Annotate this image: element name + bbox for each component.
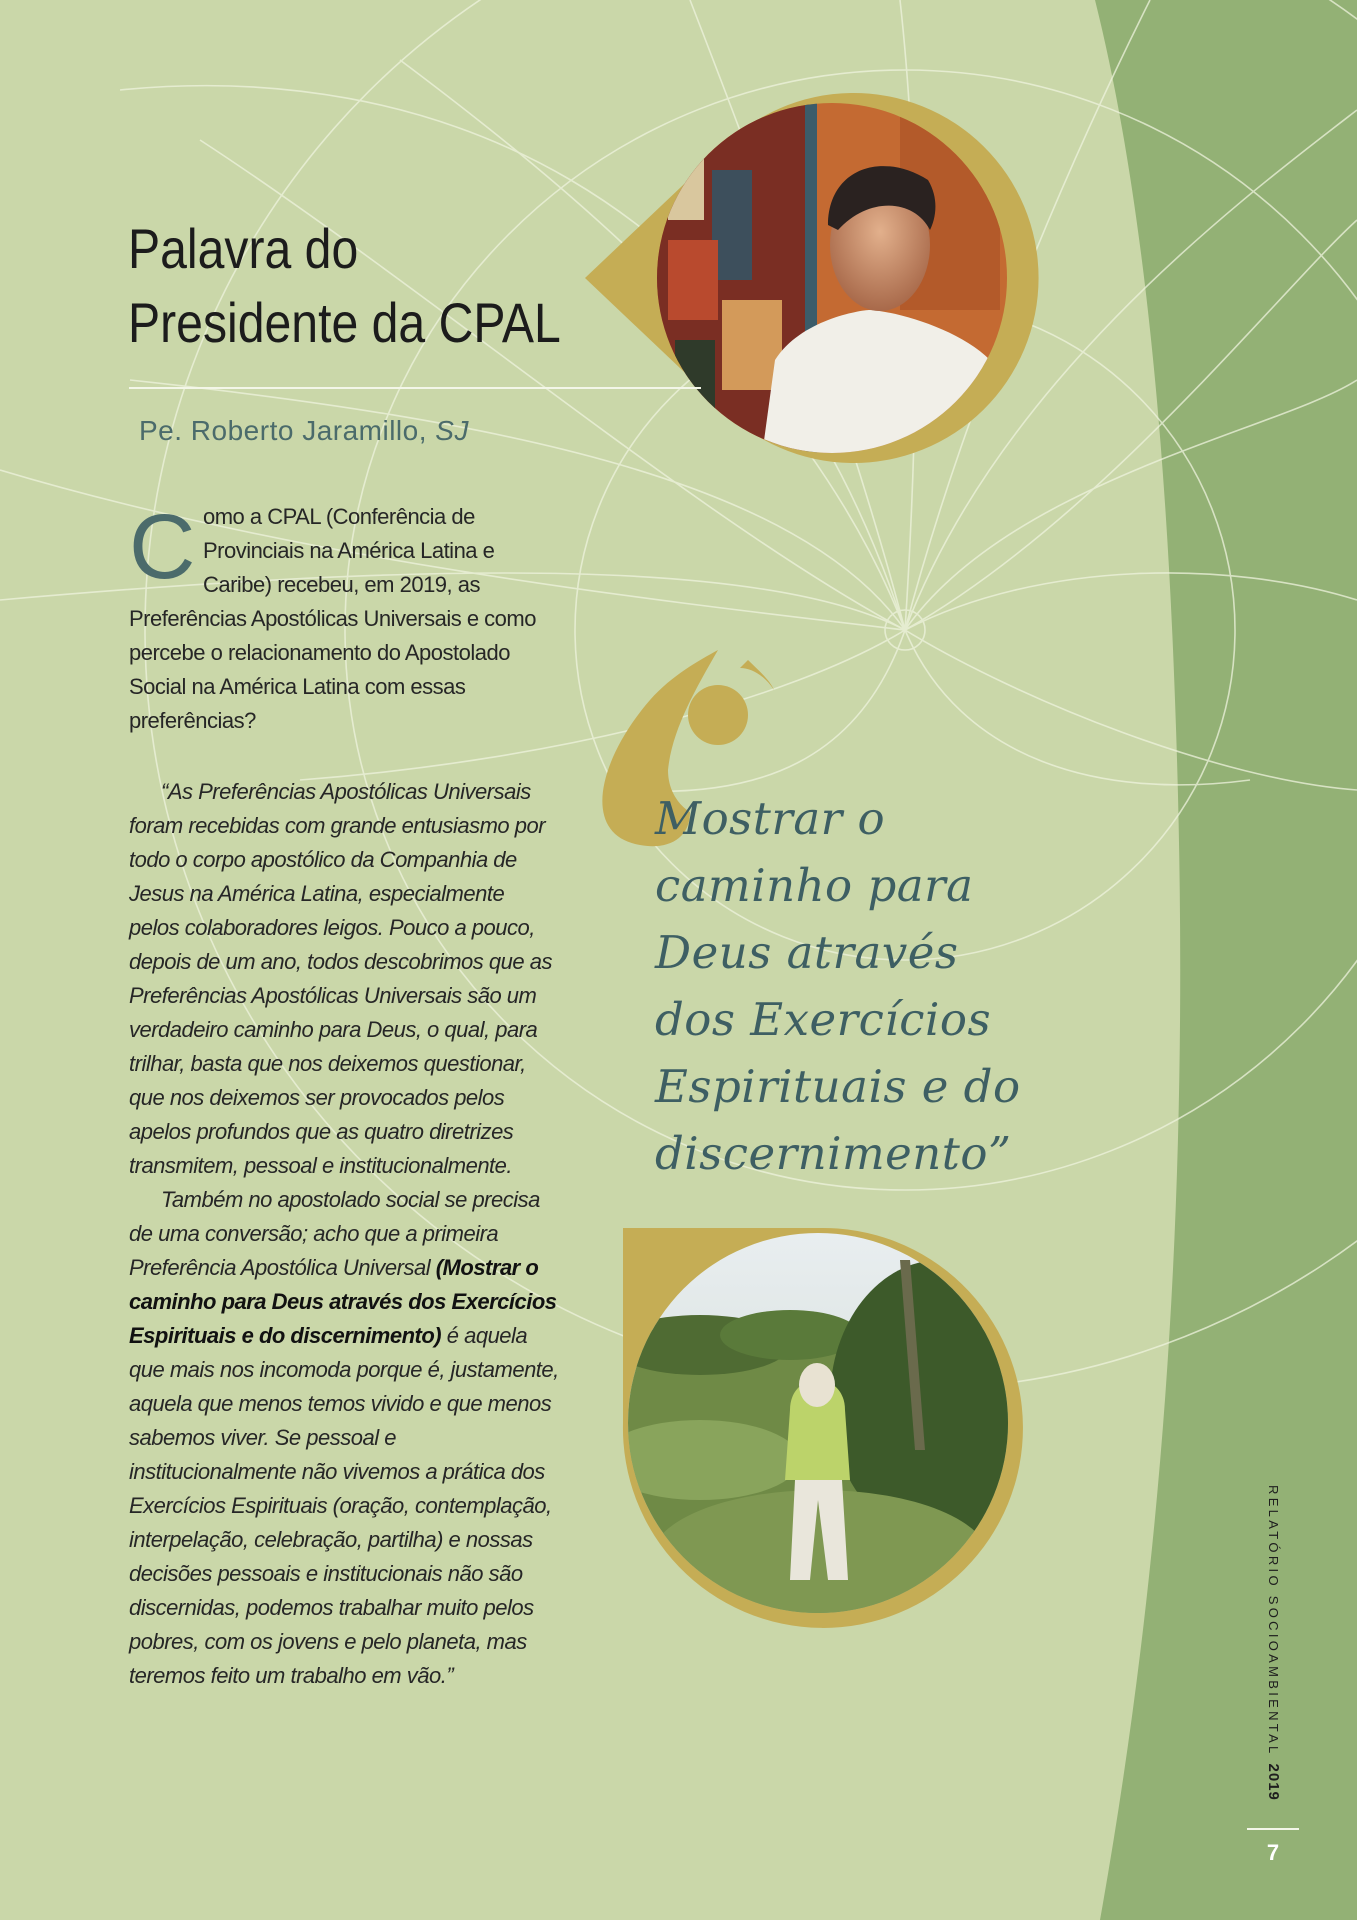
- page-number-rule: [1247, 1828, 1299, 1830]
- publication-title: RELATÓRIO SOCIOAMBIENTAL: [1266, 1485, 1281, 1757]
- answer-paragraph-1: “As Preferências Apostólicas Universais foram recebidas com grande entusiasmo por todo o corpo apostólico da Companhia de Jesus na América Latina, especialmente pelos colaboradores leigos. Pouco a pouco, depois de um ano, todos descobrimos que as Preferências Apostólicas Universais são um verdadeiro caminho para Deus, o qual, para trilhar, basta que nos deixemos questionar, que nos deixemos ser provocados pelos apelos profundos que as quatro diretrizes transmitem, pessoal e institucionalmente.: [129, 779, 552, 1178]
- intro-question: [129, 496, 559, 738]
- author-byline: [139, 415, 469, 447]
- title-divider: [129, 387, 701, 389]
- answer-paragraph-2-end: é aquela que mais nos incomoda porque é, justamente, aquela que menos temos vivido e que menos sabemos viver. Se pessoal e institucionalmente não vivemos a prática dos Exercícios Espirituais (oração, contemplação, interpelação, celebração, partilha) e nossas decisões pessoais e institucionais não são discernidas, podemos trabalhar muito pelos pobres, com os jovens e pelo planeta, mas teremos feito um trabalho em vão.”: [129, 1323, 559, 1688]
- author-suffix: SJ: [435, 415, 469, 446]
- pull-quote: Mostrar o caminho para Deus através dos Exercícios Espirituais e do discernimento”: [655, 792, 1021, 1180]
- intro-text: omo a CPAL (Conferência de Provinciais na América Latina e Caribe) recebeu, em 2019, as Preferências Apostólicas Universais e como percebe o relacionamento do Apostolado Social na América Latina com essas preferências?: [129, 504, 536, 733]
- page-number: 7: [1266, 1840, 1280, 1865]
- title-line-2: Presidente da CPAL: [128, 291, 561, 354]
- answer-paragraph-2: [129, 1183, 559, 1693]
- answer-paragraph-2-bold: (Mostrar o caminho para Deus através dos Exercícios Espirituais e do discernimento): [129, 1255, 557, 1348]
- drop-cap: C: [129, 496, 195, 598]
- answer-paragraph-2-start: Também no apostolado social se precisa de uma conversão; acho que a primeira Preferência Apostólica Universal: [129, 1187, 540, 1280]
- page-title: [128, 212, 561, 360]
- title-line-1: Palavra do: [128, 217, 359, 280]
- answer-quote: [129, 775, 559, 1693]
- publication-label: [1262, 1485, 1282, 1801]
- author-name: Pe. Roberto Jaramillo,: [139, 415, 428, 446]
- publication-year: 2019: [1265, 1763, 1282, 1801]
- side-band: [1095, 0, 1357, 1920]
